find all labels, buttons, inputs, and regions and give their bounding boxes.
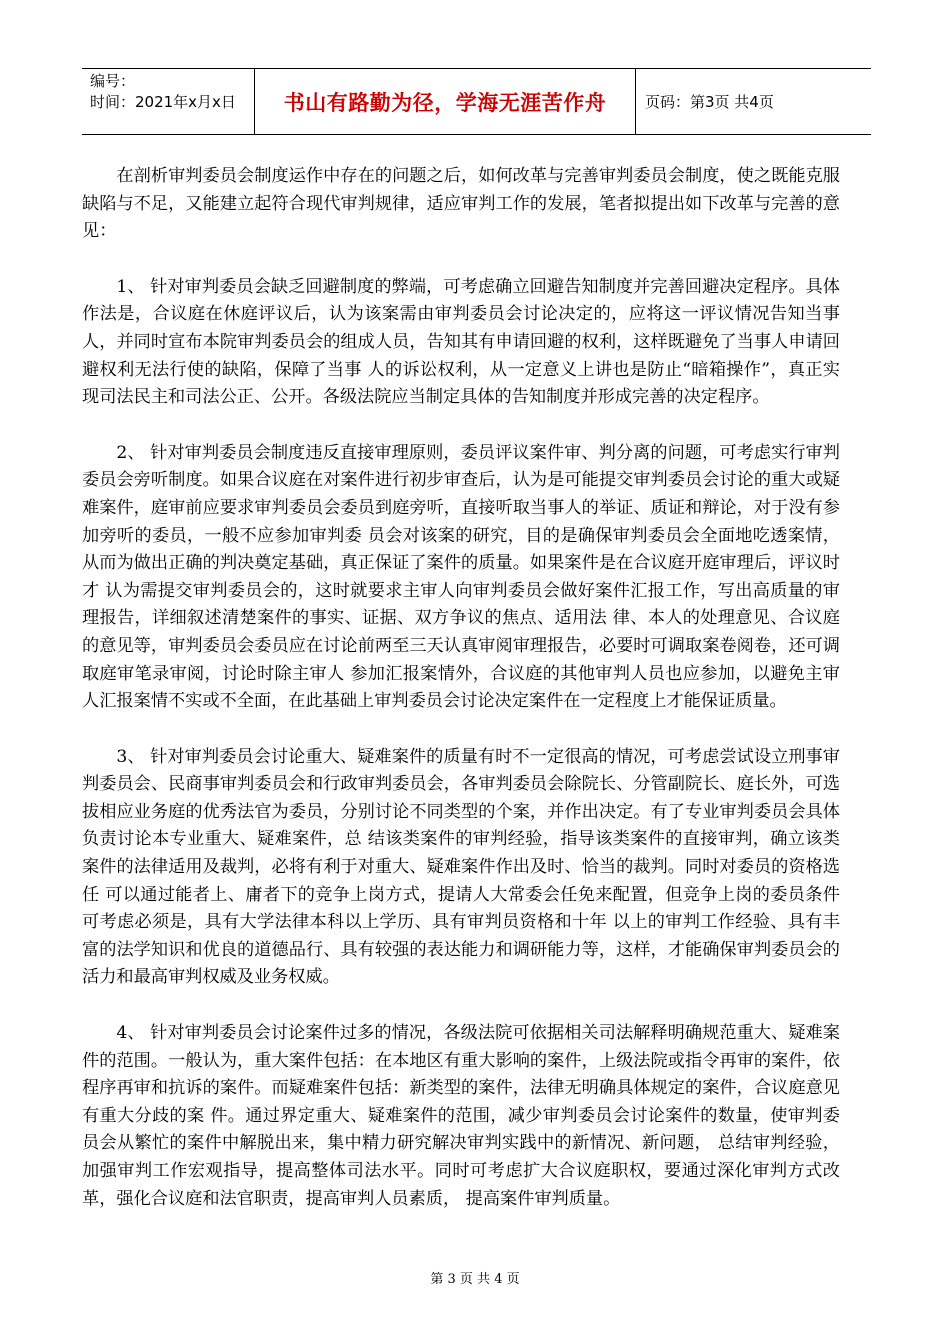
header-meta: [82, 69, 255, 134]
paragraph-1: 1、 针对审判委员会缺乏回避制度的弊端，可考虑确立回避告知制度并完善回避决定程序。具体作法是，合议庭在休庭评议后，认为该案需由审判委员会讨论决定的，应将这一评议情况告知当事人，并同时宣布本院审判委员会的组成人员，告知其有申请回避的权利，这样既避免了当事人申请回避权利无法行使的缺陷，保障了当事 人的诉讼权利，从一定意义上讲也是防止“暗箱操作”，真正实现司法民主和司法公正、公开。各级法院应当制定具体的告知制度并形成完善的决定程序。: [82, 276, 840, 408]
paragraph-4: 4、 针对审判委员会讨论案件过多的情况，各级法院可依据相关司法解释明确规范重大、疑难案件的范围。一般认为，重大案件包括：在本地区有重大影响的案件，上级法院或指令再审的案件，依程序再审和抗诉的案件。而疑难案件包括：新类型的案件，法律无明确具体规定的案件，合议庭意见有重大分歧的案 件。通过界定重大、疑难案件的范围，减少审判委员会讨论案件的数量，使审判委员会从繁忙的案件中解脱出来，集中精力研究解决审判实践中的新情况、新问题， 总结审判经验，加强审判工作宏观指导，提高整体司法水平。同时可考虑扩大合议庭职权，要通过深化审判方式改革，强化合议庭和法官职责，提高审判人员素质， 提高案件审判质量。: [82, 1023, 840, 1209]
time-label: 时间：2021年x月x日: [90, 93, 236, 111]
document-header: [82, 68, 871, 135]
page-footer: 第 3 页 共 4 页: [430, 1272, 520, 1287]
paragraph-2: 2、 针对审判委员会制度违反直接审理原则，委员评议案件审、判分离的问题，可考虑实行审判委员会旁听制度。如果合议庭在对案件进行初步审查后，认为是可能提交审判委员会讨论的重大或疑难案件，庭审前应要求审判委员会委员到庭旁听，直接听取当事人的举证、质证和辩论，对于没有参加旁听的委员，一般不应参加审判委 员会对该案的研究，目的是确保审判委员会全面地吃透案情，从而为做出正确的判决奠定基础，真正保证了案件的质量。如果案件是在合议庭开庭审理后，评议时才 认为需提交审判委员会的，这时就要求主审人向审判委员会做好案件汇报工作，写出高质量的审理报告，详细叙述清楚案件的事实、证据、双方争议的焦点、适用法 律、本人的处理意见、合议庭的意见等，审判委员会委员应在讨论前两至三天认真审阅审理报告，必要时可调取案卷阅卷，还可调取庭审笔录审阅，讨论时除主审人 参加汇报案情外，合议庭的其他审判人员也应参加，以避免主审人汇报案情不实或不全面，在此基础上审判委员会讨论决定案件在一定程度上才能保证质量。: [82, 442, 840, 712]
header-motto: 书山有路勤为径，学海无涯苦作舟: [255, 69, 636, 134]
document-body: [82, 163, 840, 1241]
number-label: 编号：: [90, 72, 136, 90]
header-page-label: 页码：第3页 共4页: [645, 93, 774, 111]
paragraph-3: 3、 针对审判委员会讨论重大、疑难案件的质量有时不一定很高的情况，可考虑尝试设立刑事审判委员会、民商事审判委员会和行政审判委员会，各审判委员会除院长、分管副院长、庭长外，可选拔相应业务庭的优秀法官为委员，分别讨论不同类型的个案，并作出决定。有了专业审判委员会具体负责讨论本专业重大、疑难案件，总 结该类案件的审判经验，指导该类案件的直接审判，确立该类案件的法律适用及裁判，必将有利于对重大、疑难案件作出及时、恰当的裁判。同时对委员的资格选任 可以通过能者上、庸者下的竞争上岗方式，提请人大常委会任免来配置，但竞争上岗的委员条件可考虑必须是，具有大学法律本科以上学历、具有审判员资格和十年 以上的审判工作经验、具有丰富的法学知识和优良的道德品行、具有较强的表达能力和调研能力等，这样，才能确保审判委员会的活力和最高审判权威及业务权威。: [82, 746, 840, 988]
paragraph-intro: 在剖析审判委员会制度运作中存在的问题之后，如何改革与完善审判委员会制度，使之既能克服缺陷与不足，又能建立起符合现代审判规律，适应审判工作的发展，笔者拟提出如下改革与完善的意见：: [82, 166, 840, 242]
